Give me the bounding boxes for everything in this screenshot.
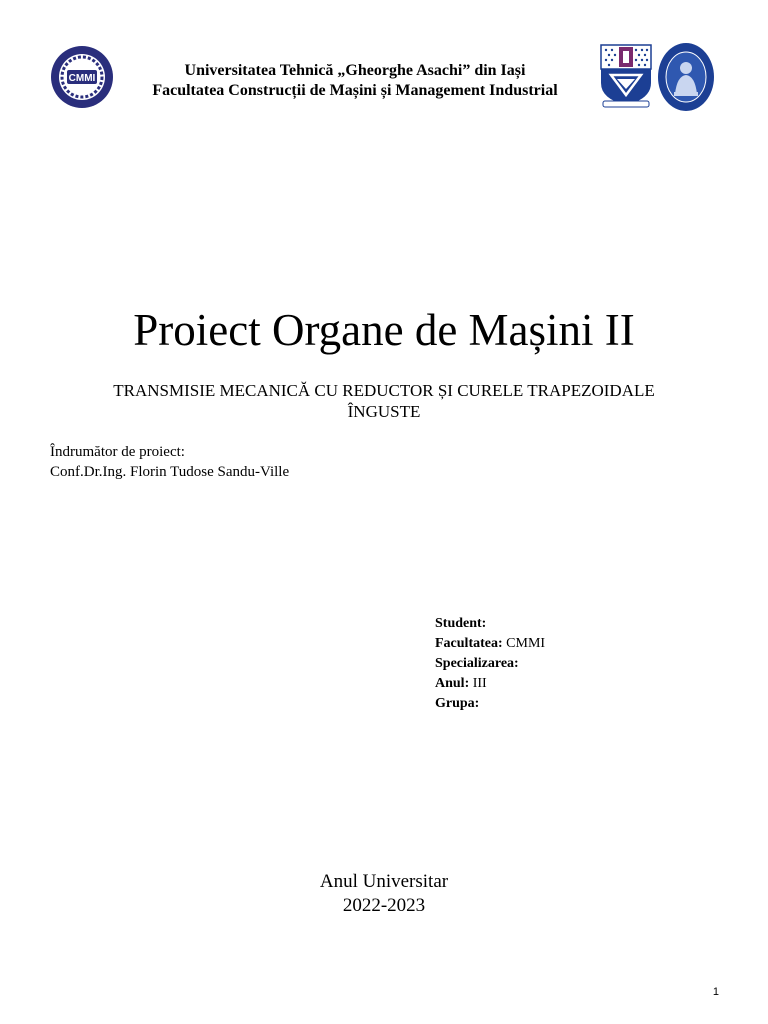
cmmi-logo-text: CMMI xyxy=(68,73,96,84)
faculty-field xyxy=(435,634,545,654)
year-field xyxy=(435,674,545,694)
specialization-label: Specializarea: xyxy=(435,656,519,671)
year-label: Anul: xyxy=(435,676,470,691)
group-label: Grupa: xyxy=(435,696,480,711)
coordinator-label: Îndrumător de proiect: xyxy=(50,444,185,460)
cmmi-faculty-logo xyxy=(45,45,119,109)
student-label: Student: xyxy=(435,616,487,631)
university-name: Universitatea Tehnică „Gheorghe Asachi” din Iași xyxy=(184,62,526,79)
specialization-field xyxy=(435,654,545,674)
student-info-block xyxy=(435,614,545,714)
academic-year-value: 2022-2023 xyxy=(342,895,426,916)
coordinator-name: Conf.Dr.Ing. Florin Tudose Sandu-Ville xyxy=(50,464,290,480)
subtitle-line-1: TRANSMISIE MECANICĂ CU REDUCTOR ȘI CURELE TRAPEZOIDALE xyxy=(113,381,655,400)
academic-year xyxy=(0,870,768,918)
page-number: 1 xyxy=(712,986,719,998)
subtitle-line-2: ÎNGUSTE xyxy=(347,402,421,421)
faculty-name: Facultatea Construcții de Mașini și Management Industrial xyxy=(152,82,558,99)
student-field xyxy=(435,614,545,634)
year-value: III xyxy=(472,676,487,691)
project-title: Proiect Organe de Mașini II xyxy=(133,305,635,355)
project-coordinator xyxy=(50,442,289,482)
academic-year-label: Anul Universitar xyxy=(319,871,449,892)
university-seal-logo xyxy=(657,42,715,112)
institution-header xyxy=(120,61,590,101)
faculty-value: CMMI xyxy=(506,636,546,651)
project-subtitle xyxy=(40,380,728,422)
university-crest-logo xyxy=(597,43,655,109)
group-field xyxy=(435,694,545,714)
faculty-label: Facultatea: xyxy=(435,636,503,651)
